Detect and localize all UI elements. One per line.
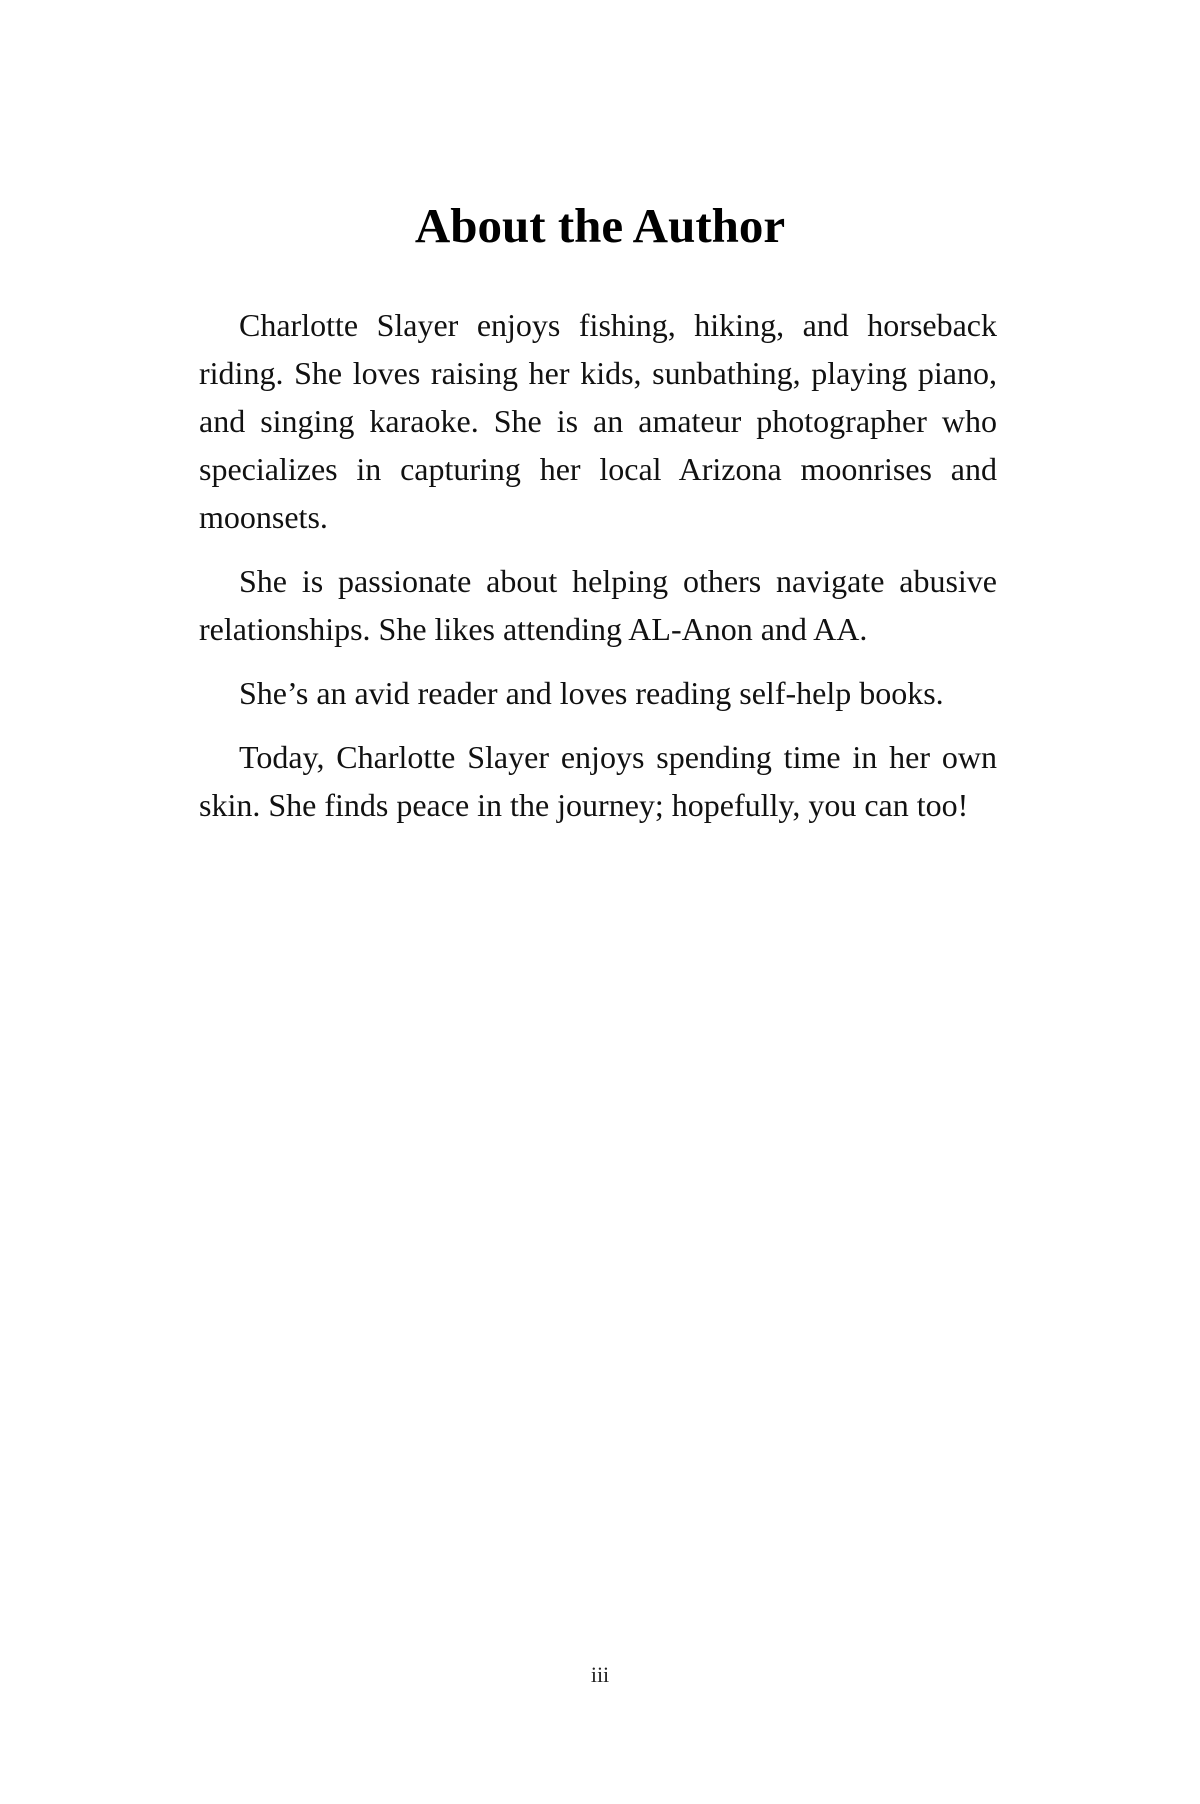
bio-paragraph-closing: Today, Charlotte Slayer enjoys spending time in her own skin. She finds peace in the journey; hopefully, you can too! bbox=[199, 739, 997, 823]
page-title: About the Author bbox=[414, 198, 786, 253]
bio-paragraph-reading: She’s an avid reader and loves reading self-help books. bbox=[239, 675, 944, 711]
page-number: iii bbox=[590, 1662, 610, 1687]
bio-paragraph-advocacy: She is passionate about helping others navigate abusive relationships. She likes attending AL-Anon and AA. bbox=[199, 563, 997, 647]
author-bio bbox=[199, 301, 997, 845]
bio-paragraph-hobbies: Charlotte Slayer enjoys fishing, hiking, and horseback riding. She loves raising her kids, sunbathing, playing piano, and singing karaoke. She is an amateur photographer who specializes in capturing her local Arizona moonrises and moonsets. bbox=[199, 307, 997, 535]
